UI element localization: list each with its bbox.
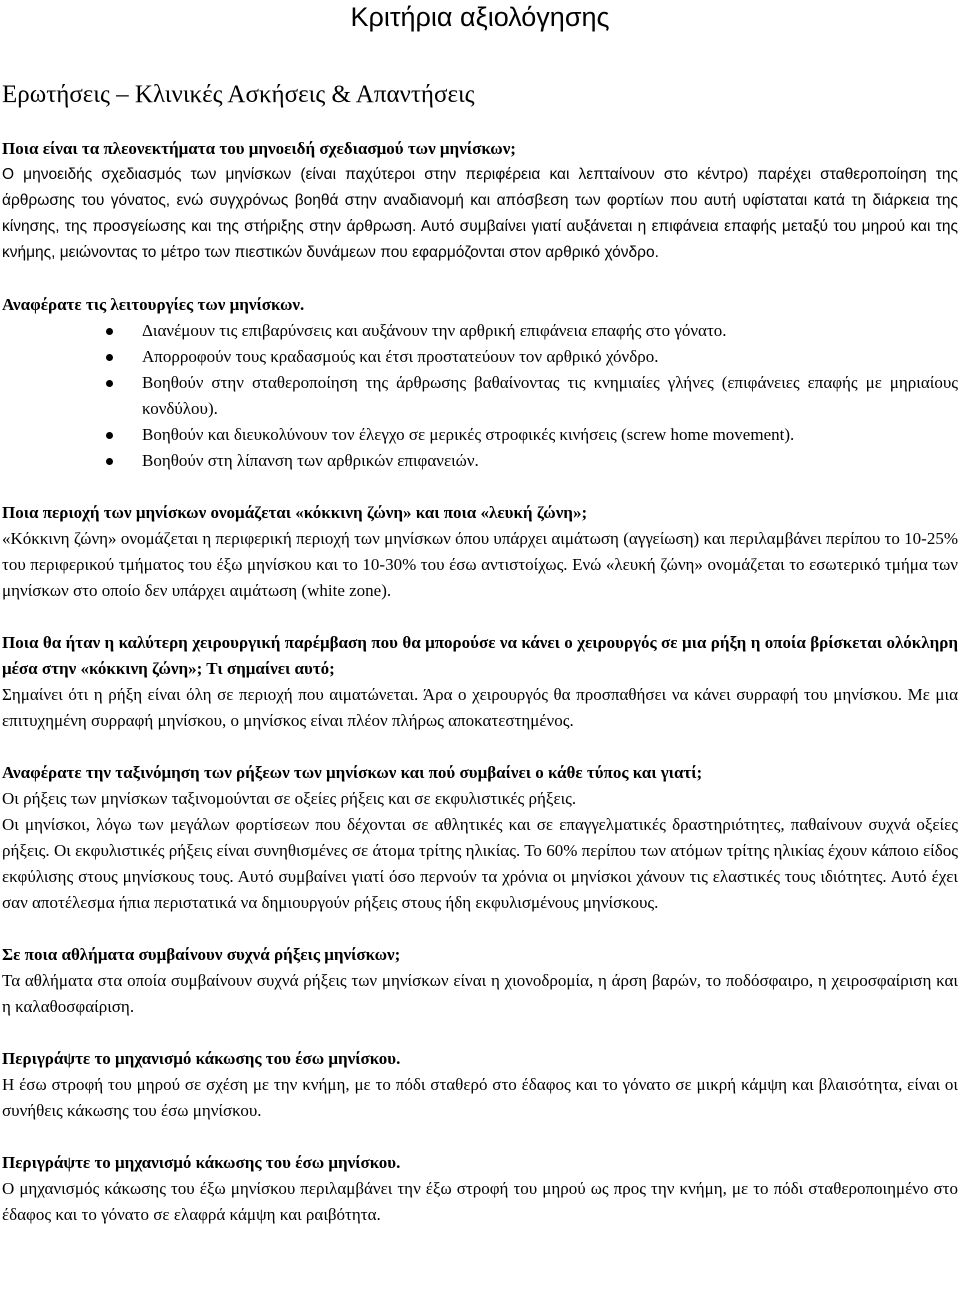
question-heading: Περιγράψτε το μηχανισμό κάκωσης του έσω μηνίσκου.: [2, 1153, 401, 1172]
section-lateral-meniscus-injury: [2, 1150, 958, 1228]
answer-paragraph: Οι ρήξεις των μηνίσκων ταξινομούνται σε οξείες ρήξεις και σε εκφυλιστικές ρήξεις.: [2, 789, 577, 808]
answer-paragraph: Ο μηνοειδής σχεδιασμός των μηνίσκων (είναι παχύτεροι στην περιφέρεια και λεπταίνουν στο κέντρο) παρέχει σταθεροποίηση της άρθρωσης του γόνατος, ενώ συγχρόνως βοηθά στην αναδιανομή και απόσβεση των φορτίων που αυτή υφίσταται κατά τη διάρκεια της κίνησης, της προσγείωσης και της στήριξης στην άρθρωση. Αυτό συμβαίνει γιατί αυξάνεται η επιφάνεια επαφής μεταξύ του μηρού και της κνήμης, μειώνοντας το μέτρο των πιεστικών δυνάμεων που εφαρμόζονται στον αρθρικό χόνδρο.: [2, 166, 958, 261]
question-heading: Σε ποια αθλήματα συμβαίνουν συχνά ρήξεις μηνίσκων;: [2, 945, 401, 964]
answer-paragraph: Οι μηνίσκοι, λόγω των μεγάλων φορτίσεων που δέχονται σε αθλητικές και σε επαγγελματικές δραστηριότητες, παθαίνουν συχνά οξείες ρήξεις. Οι εκφυλιστικές ρήξεις είναι συνηθισμένες σε άτομα τρίτης ηλικίας. Το 60% περίπου των ατόμων τρίτης ηλικίας έχουν κάποιο είδος εκφύλισης στους μηνίσκους τους. Αυτό συμβαίνει γιατί όσο περνούν τα χρόνια οι μηνίσκοι χάνουν τις ελαστικές τους ιδιότητες. Αυτό έχει σαν αποτέλεσμα ήπια περιστατικά να δημιουργούν ρήξεις στους ήδη εκφυλισμένους μηνίσκους.: [2, 815, 958, 912]
list-item-text: Βοηθούν στη λίπανση των αρθρικών επιφανειών.: [142, 451, 479, 470]
bullet-icon: [106, 354, 113, 361]
question-heading: Αναφέρατε την ταξινόμηση των ρήξεων των μηνίσκων και πού συμβαίνει ο κάθε τύπος και γιατί;: [2, 763, 703, 782]
list-item: [142, 448, 958, 474]
section-red-white-zone: [2, 500, 958, 604]
list-item: [142, 422, 958, 448]
question-heading: Ποια θα ήταν η καλύτερη χειρουργική παρέμβαση που θα μπορούσε να κάνει ο χειρουργός σε μια ρήξη η οποία βρίσκεται ολόκληρη μέσα στην «κόκκινη ζώνη»; Τι σημαίνει αυτό;: [2, 633, 958, 678]
answer-paragraph: Η έσω στροφή του μηρού σε σχέση με την κνήμη, με το πόδι σταθερό στο έδαφος και το γόνατο σε μικρή κάμψη και βλαισότητα, είναι οι συνήθεις κάκωσης του έσω μηνίσκου.: [2, 1075, 958, 1120]
list-item-text: Βοηθούν στην σταθεροποίηση της άρθρωσης βαθαίνοντας τις κνημιαίες γλήνες (επιφάνειες επαφής με μηριαίους κονδύλου).: [142, 373, 958, 418]
document-title: Κριτήρια αξιολόγησης: [350, 2, 610, 32]
question-heading: Περιγράψτε το μηχανισμό κάκωσης του έσω μηνίσκου.: [2, 1049, 401, 1068]
section-surgical-intervention: [2, 630, 958, 734]
bullet-icon: [106, 380, 113, 387]
section-sports-tears: [2, 942, 958, 1020]
answer-paragraph: Τα αθλήματα στα οποία συμβαίνουν συχνά ρήξεις των μηνίσκων είναι η χιονοδρομία, η άρση βαρών, το ποδόσφαιρο, η χειροσφαίριση και η καλαθοσφαίριση.: [2, 971, 958, 1016]
functions-list: [2, 318, 958, 474]
answer-paragraph: «Κόκκινη ζώνη» ονομάζεται η περιφερική περιοχή των μηνίσκων όπου υπάρχει αιμάτωση (αγγείωση) και περιλαμβάνει περίπου το 10-25% του περιφερικού τμήματος του έξω μηνίσκου και το 10-30% του έσω αντιστοίχως. Ενώ «λευκή ζώνη» ονομάζεται το εσωτερικό τμήμα των μηνίσκων στο οποίο δεν υπάρχει αιμάτωση (white zone).: [2, 529, 958, 600]
document-subtitle: Ερωτήσεις – Κλινικές Ασκήσεις & Απαντήσεις: [2, 81, 475, 108]
list-item-text: Απορροφούν τους κραδασμούς και έτσι προστατεύουν τον αρθρικό χόνδρο.: [142, 347, 659, 366]
list-item: [142, 318, 958, 344]
list-item-text: Βοηθούν και διευκολύνουν τον έλεγχο σε μερικές στροφικές κινήσεις (screw home movement).: [142, 425, 795, 444]
list-item: [142, 344, 958, 370]
section-medial-meniscus-injury: [2, 1046, 958, 1124]
list-item-text: Διανέμουν τις επιβαρύνσεις και αυξάνουν την αρθρική επιφάνεια επαφής στο γόνατο.: [142, 321, 727, 340]
bullet-icon: [106, 458, 113, 465]
question-heading: Ποια περιοχή των μηνίσκων ονομάζεται «κόκκινη ζώνη» και ποια «λευκή ζώνη»;: [2, 503, 588, 522]
answer-paragraph: Σημαίνει ότι η ρήξη είναι όλη σε περιοχή που αιματώνεται. Άρα ο χειρουργός θα προσπαθήσει να κάνει συρραφή του μηνίσκου. Με μια επιτυχημένη συρραφή μηνίσκου, ο μηνίσκος είναι πλέον πλήρως αποκατεστημένος.: [2, 685, 958, 730]
bullet-icon: [106, 328, 113, 335]
section-tear-classification: [2, 760, 958, 916]
list-item: [142, 370, 958, 422]
section-meniscus-functions: [2, 292, 958, 474]
bullet-icon: [106, 432, 113, 439]
question-heading: Ποια είναι τα πλεονεκτήματα του μηνοειδή σχεδιασμού των μηνίσκων;: [2, 139, 516, 158]
answer-paragraph: Ο μηχανισμός κάκωσης του έξω μηνίσκου περιλαμβάνει την έξω στροφή του μηρού ως προς την κνήμη, με το πόδι σταθεροποιημένο στο έδαφος και το γόνατο σε ελαφρά κάμψη και ραιβότητα.: [2, 1179, 958, 1224]
question-heading: Αναφέρατε τις λειτουργίες των μηνίσκων.: [2, 295, 305, 314]
section-meniscus-design: [2, 136, 958, 266]
